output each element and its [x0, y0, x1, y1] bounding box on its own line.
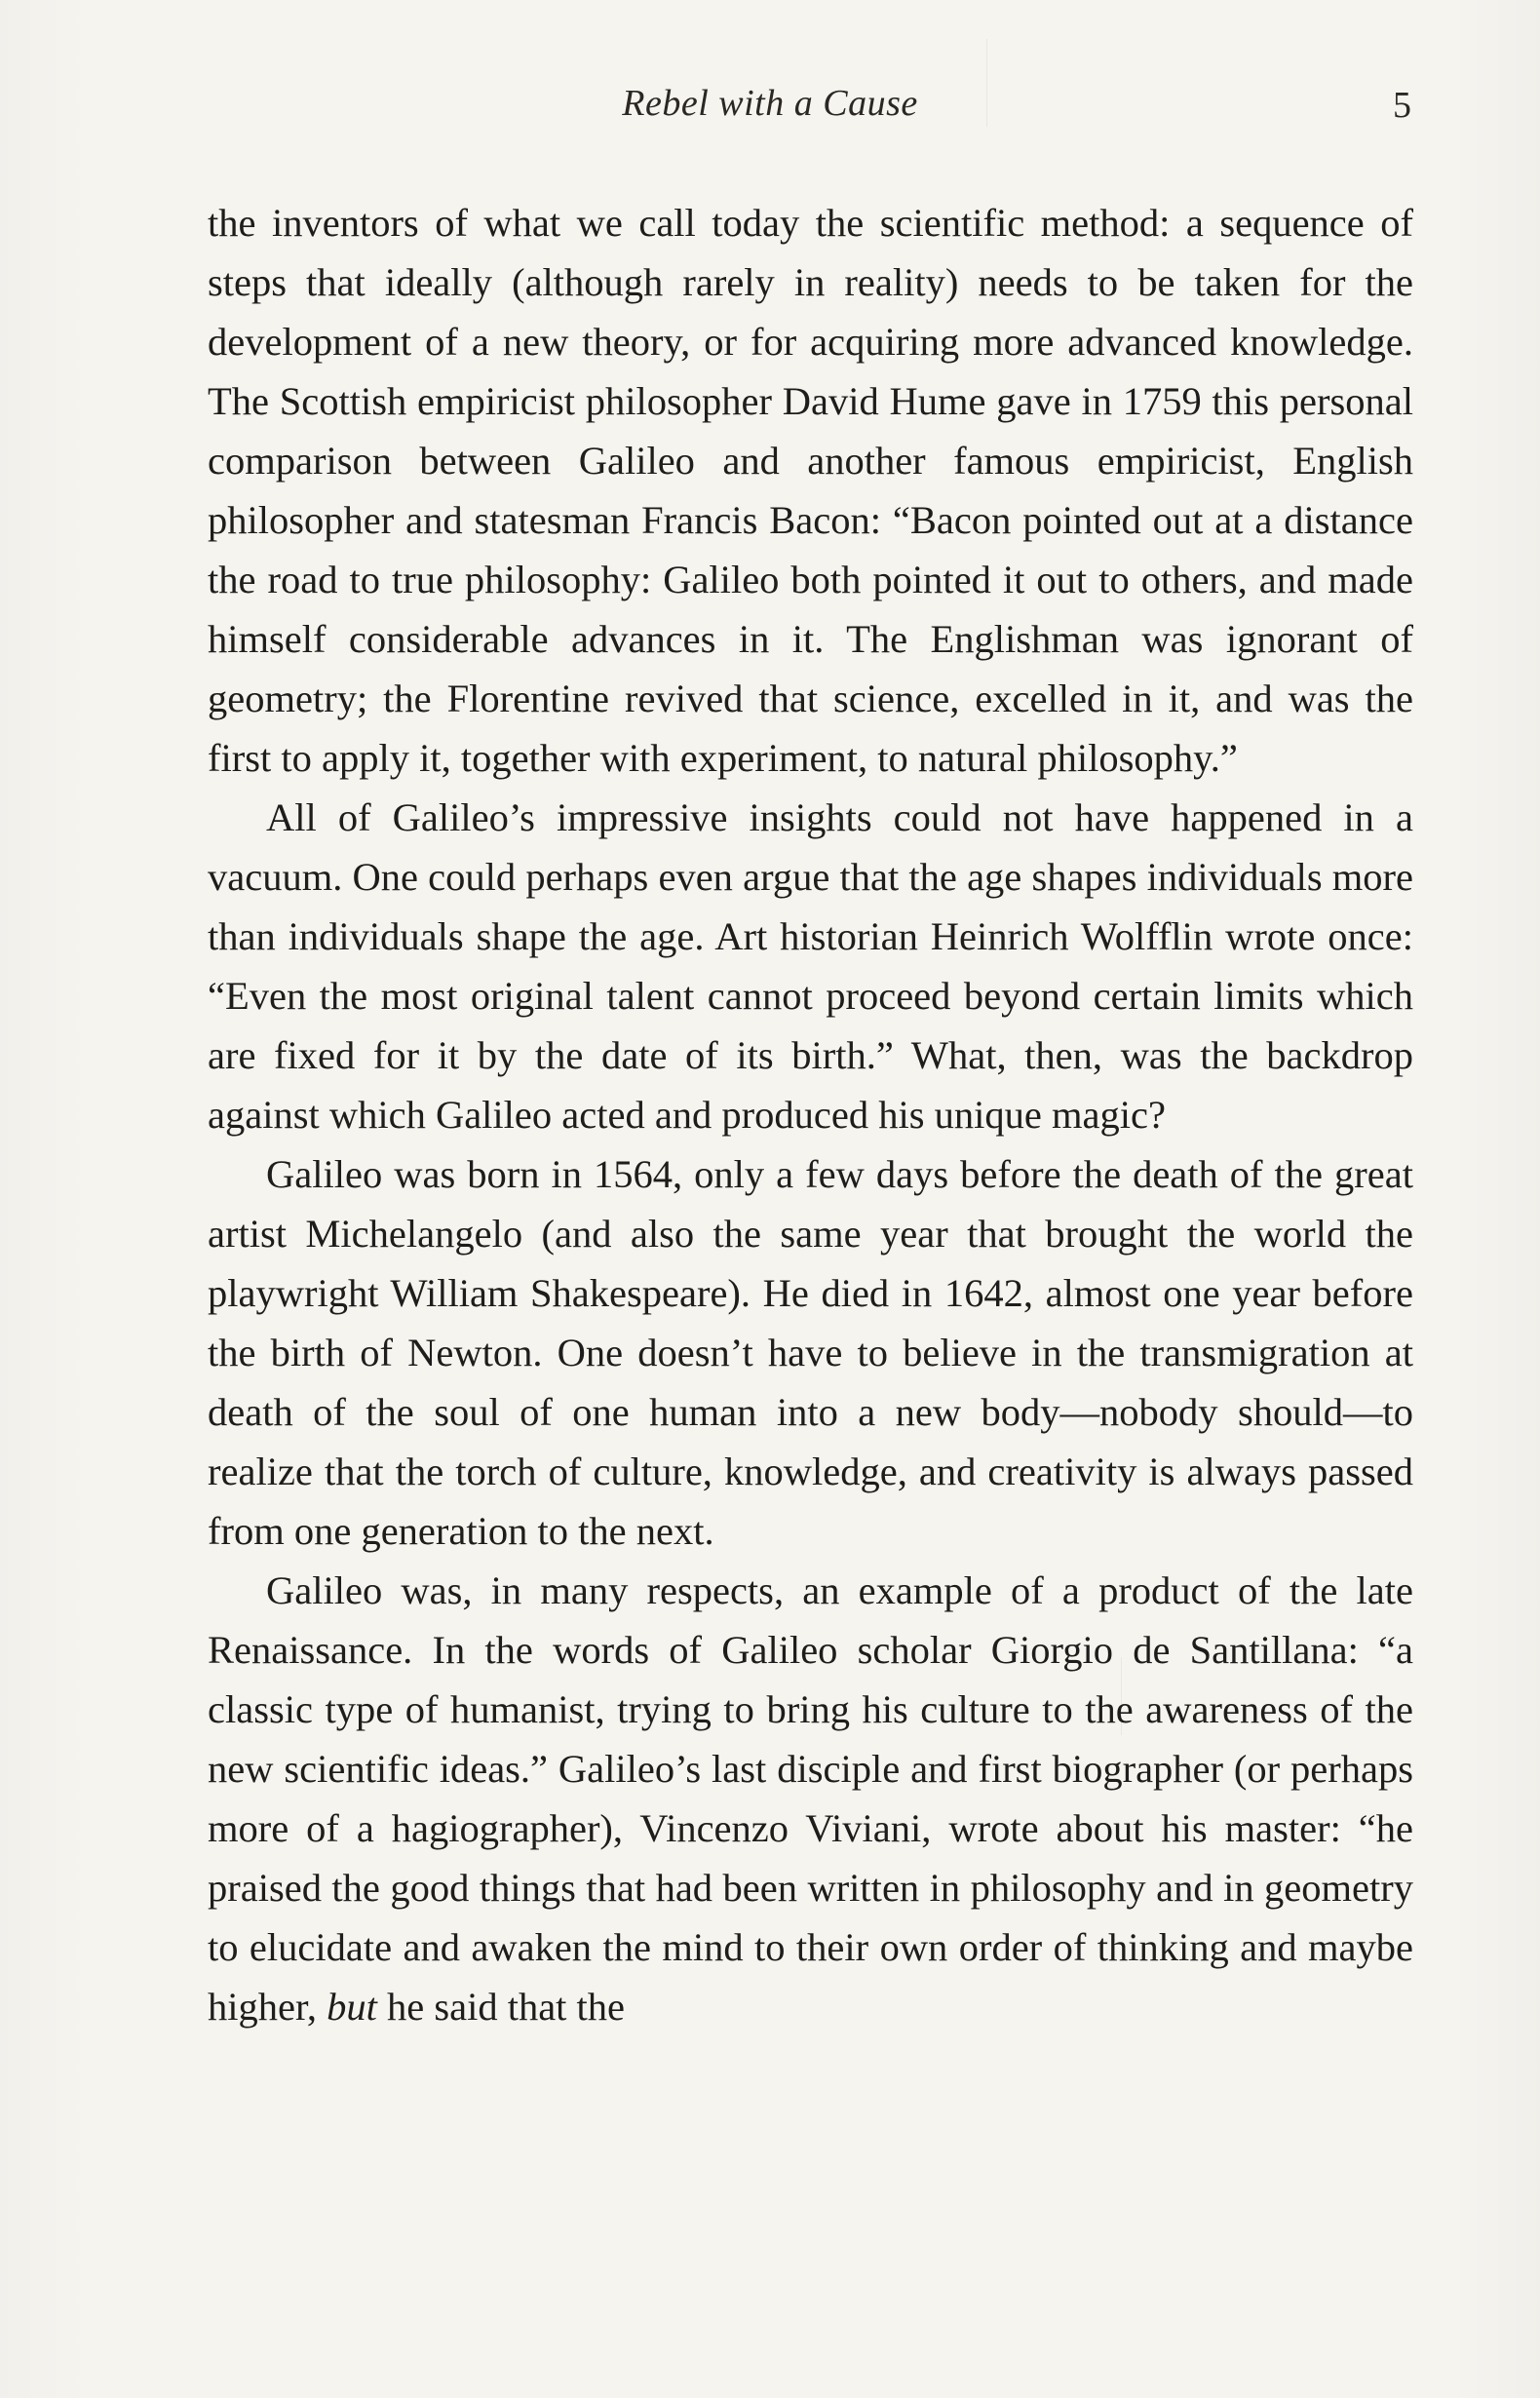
paragraph-text: he said that the [376, 1985, 626, 2029]
running-head [0, 82, 1540, 140]
paragraph: All of Galileo’s impressive insights could not have happened in a vacuum. One could perhaps even argue that the age shapes individuals more than individuals shape the age. Art historian Heinrich Wolfflin wrote once: “Even the most original talent cannot proceed beyond certain limits which are fixed for it by the date of its birth.” What, then, was the backdrop against which Galileo acted and produced his unique magic? [208, 795, 1413, 1137]
paragraph-continued: the inventors of what we call today the scientific method: a sequence of steps that ideally (although rarely in reality) needs to be taken for the development of a new theory, or for acquiring more advanced knowledge. The Scottish empiricist philosopher David Hume gave in 1759 this personal comparison between Galileo and another famous empiricist, English philosopher and statesman Francis Bacon: “Bacon pointed out at a distance the road to true philosophy: Galileo both pointed it out to others, and made himself considerable advances in it. The Englishman was ignorant of geometry; the Florentine revived that science, excelled in it, and was the first to apply it, together with experiment, to natural philosophy.” [208, 201, 1413, 780]
paragraph-text: Galileo was, in many respects, an example of a product of the late Renaissance. In the words of Galileo scholar Giorgio de Santillana: “a classic type of humanist, trying to bring his culture to the awareness of the new scientific ideas.” Galileo’s last disciple and first biographer (or perhaps more of a hagiographer), Vincenzo Viviani, wrote about his master: “he praised the good things that had been written in philosophy and in geometry to elucidate and awaken the mind to their own order of thinking and maybe higher, [208, 1568, 1413, 2029]
running-title: Rebel with a Cause [622, 83, 918, 124]
italic-emphasis: but [327, 1985, 377, 2029]
paragraph [208, 1561, 1413, 2036]
paragraph: Galileo was born in 1564, only a few days before the death of the great artist Michelangelo (and also the same year that brought the world the playwright William Shakespeare). He died in 1642, almost one year before the birth of Newton. One doesn’t have to believe in the transmigration at death of the soul of one human into a new body—nobody should—to realize that the torch of culture, knowledge, and creativity is always passed from one generation to the next. [208, 1152, 1413, 1553]
body-text [208, 193, 1413, 2036]
page-number: 5 [1393, 85, 1411, 126]
